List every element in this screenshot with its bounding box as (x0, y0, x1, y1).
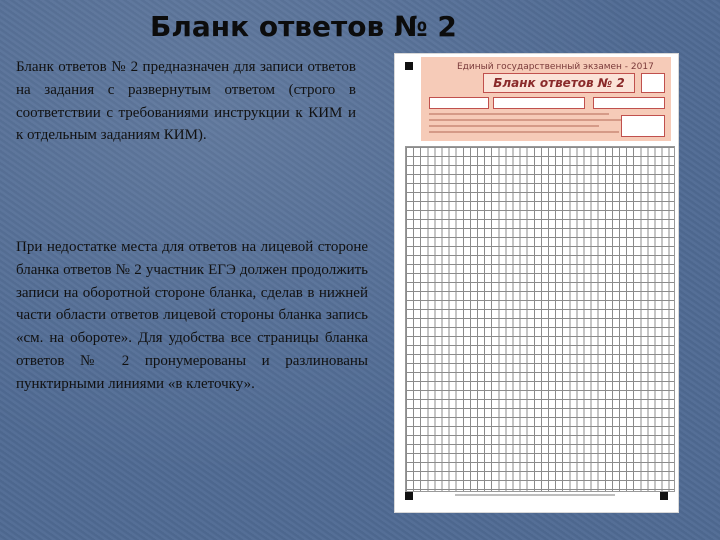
exam-title: Единый государственный экзамен - 2017 (457, 62, 654, 72)
footer-note (455, 494, 615, 496)
instruction-paragraph: При недостатке места для ответов на лицевой стороне бланка ответов № 2 участник ЕГЭ должен продолжить записи на оборотной стороне бланка, сделав в нижней части области ответов лицевой стороны бланка запись «см. на обороте». Для удобства все страницы бланка ответов № 2 пронумерованы и разлинованы пунктирными линиями «в клеточку». (16, 239, 368, 392)
code-field (641, 73, 665, 93)
answer-grid (405, 146, 675, 492)
form-header (421, 57, 671, 141)
subject-field (493, 97, 585, 109)
form-name: Бланк ответов № 2 (483, 73, 635, 93)
instruction-text-line (429, 113, 609, 115)
signature-field (621, 115, 665, 137)
region-field (429, 97, 489, 109)
corner-marker (660, 492, 668, 500)
corner-marker (405, 492, 413, 500)
instruction-text-line (429, 119, 629, 121)
instruction-text-line (429, 131, 619, 133)
description-paragraph: Бланк ответов № 2 предназначен для записи ответов на задания с развернутым ответом (строго в соответствии с требованиями инструкции к КИМ и к отдельным заданиям КИМ). (16, 59, 356, 144)
answer-sheet-image (394, 53, 679, 513)
instruction-text-line (429, 125, 599, 127)
corner-marker (405, 62, 413, 70)
slide-title: Бланк ответов № 2 (150, 10, 457, 43)
sheet-number-field (593, 97, 665, 109)
